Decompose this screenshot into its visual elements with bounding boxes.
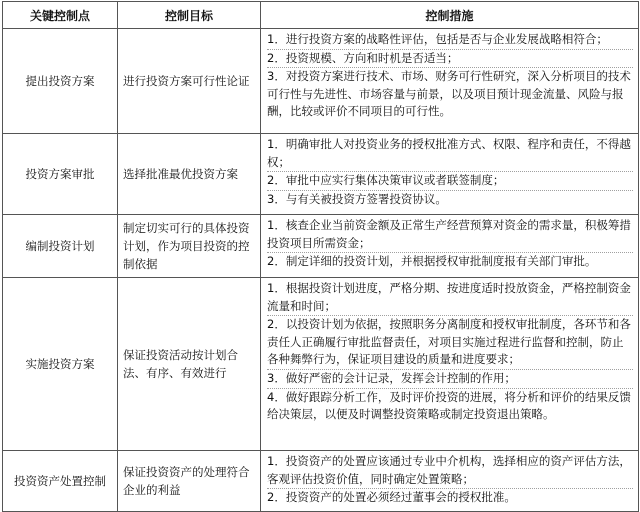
measure-item: 1．根据投资计划进度，严格分期、按进度适时投放资金，严格控制资金流量和时间； [267,280,633,316]
table-row [3,215,639,278]
table-header [3,2,639,29]
key-control-point-cell: 实施投资方案 [3,278,118,451]
measure-item: 1．核查企业当前资金额及正常生产经营预算对资金的需求量，积极筹措投资项目所需资金； [267,217,633,253]
page [0,1,640,505]
table-row [3,278,639,451]
header-row [3,2,639,29]
key-control-point-cell: 投资方案审批 [3,134,118,215]
control-objective-cell: 保证投资活动按计划合法、有序、有效进行 [118,278,261,451]
key-control-point-cell: 编制投资计划 [3,215,118,278]
measure-item: 3．与有关被投资方签署投资协议。 [267,191,447,206]
measure-item: 2．投资规模、方向和时机是否适当； [267,50,633,69]
measure-item: 4．做好跟踪分析工作，及时评价投资的进展，将分析和评价的结果反馈给决策层，以便及时调整投资策略或制定投资退出策略。 [267,389,631,422]
measure-item: 1．明确审批人对投资业务的授权批准方式、权限、程序和责任，不得越权； [267,136,633,172]
control-measures-cell [261,134,639,215]
control-objective-cell: 保证投资资产的处理符合企业的利益 [118,451,261,512]
control-measures-cell [261,215,639,278]
measure-item: 1．投资资产的处置应该通过专业中介机构，选择相应的资产评估方法，客观评估投资价值，同时确定处置策略； [267,453,633,489]
control-objective-cell: 选择批准最优投资方案 [118,134,261,215]
measure-item: 3．对投资方案进行技术、市场、财务可行性研究，深入分析项目的技术可行性与先进性、市场容量与前景，以及项目预计现金流量、风险与报酬，比较或评价不同项目的可行性。 [267,69,631,119]
investment-control-table [2,1,639,512]
header-control-measures: 控制措施 [261,2,639,29]
control-objective-cell: 制定切实可行的具体投资计划，作为项目投资的控制依据 [118,215,261,278]
key-control-point-cell: 投资资产处置控制 [3,451,118,512]
key-control-point-cell: 提出投资方案 [3,29,118,134]
measure-item: 1．进行投资方案的战略性评估，包括是否与企业发展战略相符合； [267,31,633,50]
header-control-objective: 控制目标 [118,2,261,29]
measure-item: 2．审批中应实行集体决策审议或者联签制度； [267,172,633,191]
control-measures-cell [261,278,639,451]
measure-item: 3．做好严密的会计记录，发挥会计控制的作用； [267,370,633,389]
header-key-control-point: 关键控制点 [3,2,118,29]
table-row [3,134,639,215]
measure-item: 2．以投资计划为依据，按照职务分离制度和授权审批制度，各环节和各责任人正确履行审批监督责任，对项目实施过程进行监督和控制，防止各种舞弊行为，保证项目建设的质量和进度要求； [267,316,633,370]
table-body [3,29,639,512]
measure-item: 2．制定详细的投资计划，并根据授权审批制度报有关部门审批。 [267,254,597,269]
control-measures-cell [261,29,639,134]
control-measures-cell [261,451,639,512]
control-objective-cell: 进行投资方案可行性论证 [118,29,261,134]
measure-item: 2．投资资产的处置必须经过董事会的授权批准。 [267,490,516,505]
table-row [3,29,639,134]
table-row [3,451,639,512]
